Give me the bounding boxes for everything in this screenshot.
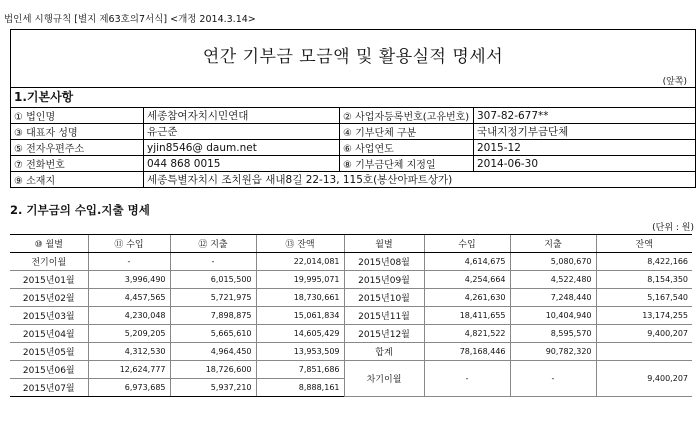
unit-label: (단위 : 원) [652,223,694,233]
expense-cell: 5,937,210 [170,379,256,397]
org-type-value: 국내지정기부금단체 [474,124,696,140]
total-income-cell: 78,168,446 [424,343,510,361]
income-cell: - [88,253,170,271]
expense-cell: 5,721,975 [170,289,256,307]
phone-value: 044 868 0015 [144,156,340,172]
header-month-right: 월별 [344,235,424,253]
income-cell: 4,254,664 [424,271,510,289]
carry-forward-balance: 9,400,207 [596,361,692,397]
balance-cell: 13,174,255 [596,307,692,325]
phone-label: ⑦ 전화번호 [11,156,144,172]
month-cell: 2015년10월 [344,289,424,307]
table-row [10,289,692,307]
income-cell: 4,821,522 [424,325,510,343]
table-row [10,361,692,379]
income-expense-table [10,234,692,397]
expense-cell: - [170,253,256,271]
table-row [10,325,692,343]
month-cell: 2015년03월 [10,307,88,325]
balance-cell: 8,888,161 [256,379,344,397]
expense-cell: 4,964,450 [170,343,256,361]
balance-cell: 13,953,509 [256,343,344,361]
balance-cell: 8,154,350 [596,271,692,289]
basic-info-row [11,156,696,172]
balance-cell: 9,400,207 [596,325,692,343]
table-row [10,307,692,325]
income-cell: 18,411,655 [424,307,510,325]
header-expense-right: 지출 [510,235,596,253]
expense-cell: 10,404,940 [510,307,596,325]
section2-heading: 2. 기부금의 수입.지출 명세 [10,203,150,217]
document-title: 연간 기부금 모금액 및 활용실적 명세서 [202,47,504,67]
balance-cell: 22,014,081 [256,253,344,271]
income-cell: 5,209,205 [88,325,170,343]
table-row [10,271,692,289]
expense-cell: 4,522,480 [510,271,596,289]
expense-cell: 6,015,500 [170,271,256,289]
month-cell: 2015년04월 [10,325,88,343]
month-cell: 2015년05월 [10,343,88,361]
income-cell: 12,624,777 [88,361,170,379]
income-cell: 3,996,490 [88,271,170,289]
table-row [10,253,692,271]
corp-name-label: ① 법인명 [11,108,144,124]
expense-cell: 8,595,570 [510,325,596,343]
expense-cell: 7,898,875 [170,307,256,325]
month-cell: 전기이월 [10,253,88,271]
basic-info-row [11,108,696,124]
month-cell: 2015년02월 [10,289,88,307]
law-reference: 법인세 시행규칙 [별지 제63호의7서식] <개정 2014.3.14> [4,14,256,25]
month-cell: 2015년08월 [344,253,424,271]
representative-label: ③ 대표자 성명 [11,124,144,140]
table-header-row [10,235,692,253]
balance-cell: 19,995,071 [256,271,344,289]
month-cell: 2015년12월 [344,325,424,343]
total-label-cell: 합계 [344,343,424,361]
balance-cell: 15,061,834 [256,307,344,325]
fiscal-year-value: 2015-12 [474,140,696,156]
biz-number-value: 307-82-677** [474,108,696,124]
income-cell: 4,312,530 [88,343,170,361]
balance-cell: 14,605,429 [256,325,344,343]
month-cell: 2015년01월 [10,271,88,289]
income-cell: 4,261,630 [424,289,510,307]
basic-info-row [11,124,696,140]
email-label: ⑤ 전자우편주소 [11,140,144,156]
total-expense-cell: 90,782,320 [510,343,596,361]
email-value: yjin8546@ daum.net [144,140,340,156]
carry-forward-income: - [424,361,510,397]
balance-cell: 5,167,540 [596,289,692,307]
corp-name-value: 세종참여자치시민연대 [144,108,340,124]
expense-cell: 18,726,600 [170,361,256,379]
income-cell: 4,457,565 [88,289,170,307]
basic-info-row [11,140,696,156]
income-cell: 4,614,675 [424,253,510,271]
section1-heading: 1.기본사항 [10,88,696,108]
basic-info-table [10,107,696,188]
header-balance: ⑬ 잔액 [256,235,344,253]
expense-cell: 5,080,670 [510,253,596,271]
expense-cell: 7,248,440 [510,289,596,307]
income-cell: 4,230,048 [88,307,170,325]
representative-value: 유근준 [144,124,340,140]
expense-cell: 5,665,610 [170,325,256,343]
fiscal-year-label: ⑥ 사업연도 [340,140,474,156]
balance-cell: 18,730,661 [256,289,344,307]
title-box [10,29,696,88]
total-balance-cell [596,343,692,361]
income-cell: 6,973,685 [88,379,170,397]
address-label: ⑨ 소재지 [11,172,144,188]
balance-cell: 7,851,686 [256,361,344,379]
balance-cell: 8,422,166 [596,253,692,271]
month-cell: 2015년09월 [344,271,424,289]
table-row [10,343,692,361]
designation-date-label: ⑧ 기부금단체 지정일 [340,156,474,172]
header-month: ⑩ 월별 [10,235,88,253]
month-cell: 2015년07월 [10,379,88,397]
basic-info-row [11,172,696,188]
header-income: ⑪ 수입 [88,235,170,253]
header-expense: ⑫ 지출 [170,235,256,253]
org-type-label: ④ 기부단체 구분 [340,124,474,140]
month-cell: 2015년11월 [344,307,424,325]
address-value: 세종특별자치시 조치원읍 새내8길 22-13, 115호(봉산아파트상가) [144,172,696,188]
month-cell: 2015년06월 [10,361,88,379]
carry-forward-label: 차기이월 [344,361,424,397]
page-side-label: (앞쪽) [662,77,687,87]
carry-forward-expense: - [510,361,596,397]
header-balance-right: 잔액 [596,235,692,253]
biz-number-label: ② 사업자등록번호(고유번호) [340,108,474,124]
header-income-right: 수입 [424,235,510,253]
designation-date-value: 2014-06-30 [474,156,696,172]
